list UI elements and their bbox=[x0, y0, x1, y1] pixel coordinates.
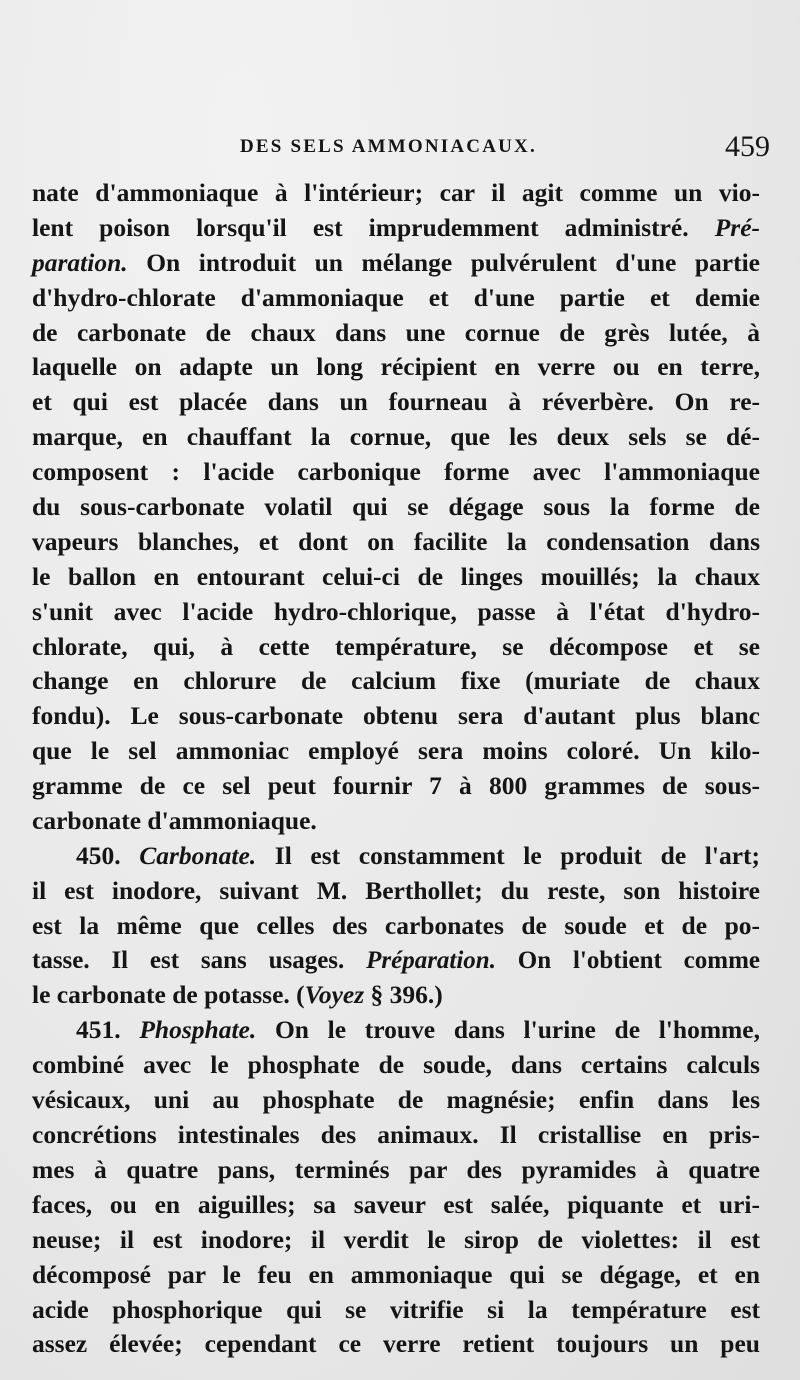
text-line: laquelle on adapte un long récipient en verre ou en terre, bbox=[32, 352, 760, 382]
text-line: d'hydro-chlorate d'ammoniaque et d'une partie et demie bbox=[32, 282, 760, 312]
text-line: faces, ou en aiguilles; sa saveur est salée, piquante et uri- bbox=[32, 1189, 760, 1219]
body-text bbox=[32, 176, 760, 1362]
text-line: paration. On introduit un mélange pulvérulent d'une partie bbox=[32, 247, 760, 277]
text-line: que le sel ammoniac employé sera moins coloré. Un kilo- bbox=[32, 736, 760, 766]
text-line: acide phosphorique qui se vitrifie si la température est bbox=[32, 1294, 760, 1324]
page-header bbox=[30, 130, 770, 170]
text-line: mes à quatre pans, terminés par des pyramides à quatre bbox=[32, 1154, 760, 1184]
text-line: combiné avec le phosphate de soude, dans certains calculs bbox=[32, 1050, 760, 1080]
text-line: change en chlorure de calcium fixe (muriate de chaux bbox=[32, 666, 760, 696]
text-line: décomposé par le feu en ammoniaque qui se dégage, et en bbox=[32, 1259, 760, 1289]
text-line: composent : l'acide carbonique forme avec l'ammoniaque bbox=[32, 457, 760, 487]
text-line: du sous-carbonate volatil qui se dégage sous la forme de bbox=[32, 492, 760, 522]
text-line: et qui est placée dans un fourneau à réverbère. On re- bbox=[32, 387, 760, 417]
text-line: est la même que celles des carbonates de soude et de po- bbox=[32, 910, 760, 940]
text-line: gramme de ce sel peut fournir 7 à 800 grammes de sous- bbox=[32, 771, 760, 801]
text-line: marque, en chauffant la cornue, que les deux sels se dé- bbox=[32, 422, 760, 452]
section-450-heading-line: 450. Carbonate. Il est constamment le produit de l'art; bbox=[76, 840, 760, 870]
text-line: tasse. Il est sans usages. Préparation. On l'obtient comme bbox=[32, 946, 760, 974]
paragraph-end-line: carbonate d'ammoniaque. bbox=[32, 806, 317, 836]
text-line: il est inodore, suivant M. Berthollet; du reste, son histoire bbox=[32, 875, 760, 905]
running-title: DES SELS AMMONIACAUX. bbox=[240, 136, 537, 157]
text-line: le ballon en entourant celui-ci de linges mouillés; la chaux bbox=[32, 561, 760, 591]
text-line: assez élevée; cependant ce verre retient toujours un peu bbox=[32, 1329, 760, 1359]
section-451-heading-line: 451. Phosphate. On le trouve dans l'urine de l'homme, bbox=[76, 1015, 760, 1045]
text-line: vapeurs blanches, et dont on facilite la condensation dans bbox=[32, 526, 760, 556]
text-line: s'unit avec l'acide hydro-chlorique, passe à l'état d'hydro- bbox=[32, 596, 760, 626]
text-line: concrétions intestinales des animaux. Il cristallise en pris- bbox=[32, 1120, 760, 1150]
text-line: neuse; il est inodore; il verdit le sirop de violettes: il est bbox=[32, 1224, 760, 1254]
page-number: 459 bbox=[725, 130, 770, 163]
text-line: vésicaux, uni au phosphate de magnésie; enfin dans les bbox=[32, 1085, 760, 1115]
text-line: de carbonate de chaux dans une cornue de grès lutée, à bbox=[32, 317, 760, 347]
text-line: nate d'ammoniaque à l'intérieur; car il agit comme un vio- bbox=[32, 178, 760, 207]
text-line: chlorate, qui, à cette température, se décompose et se bbox=[32, 631, 760, 661]
paragraph-end-line: le carbonate de potasse. (Voyez § 396.) bbox=[32, 980, 443, 1010]
text-line: fondu). Le sous-carbonate obtenu sera d'autant plus blanc bbox=[32, 701, 760, 731]
text-line: lent poison lorsqu'il est imprudemment administré. Pré- bbox=[32, 212, 760, 242]
